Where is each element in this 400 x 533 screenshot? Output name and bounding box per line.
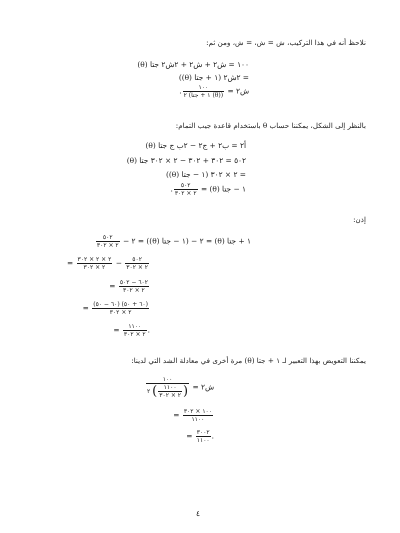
eq4-line1-numerator: ١٠٠ [162, 376, 173, 383]
eq4-line3 [186, 429, 214, 444]
eq2-line3: = ٢ × ٣٠٢ (١ − جتا (θ)) [166, 170, 246, 179]
eq4-line2-denominator: ١١٠٠ [183, 415, 213, 423]
eq1-line3-numerator: ١٠٠ [198, 84, 209, 91]
eq3-line2-fraction-a-denominator: ٢ × ٣٠٢ [77, 263, 113, 271]
eq3-line5-equals: = [113, 325, 120, 335]
eq1-line3-fraction [183, 84, 224, 99]
eq3-line5-denominator: ٢ × ٣٠٢ [123, 331, 146, 338]
eq3-line3-denominator: ٢ × ٣٠٢ [119, 286, 149, 294]
eq4-line3-equals: = [186, 431, 193, 441]
eq3-line3-numerator: ٦٠٢ − ٥٠٢ [119, 279, 148, 286]
eq3-line5 [113, 323, 150, 338]
eq1-line1: ١٠٠ = ش٢ + ش٢ + ٢ش٢ جتا (θ) [137, 60, 249, 69]
eq3-line4-denominator: ٢ × ٣٠٢ [92, 308, 149, 316]
eq2-line2: ٥٠٢ = ٣٠٢ + ٣٠٢ − ٢ × ٣٠٢ جتا (θ) [126, 156, 246, 165]
eq4-line3-numerator: ٣٠٠٢ [196, 429, 210, 436]
eq3-line3-equals: = [109, 281, 116, 291]
eq2-line4-period: . [170, 184, 173, 194]
eq3-line2-fraction-a-numerator: ٢ × ٢ × ٣٠٢ [77, 256, 112, 263]
eq3-line2-fraction-a [77, 256, 113, 271]
eq3-line4 [83, 301, 150, 316]
eq1-line2: = ٢ش٢ (١ + جتا (θ)) [178, 73, 249, 82]
eq3-line5-fraction [123, 323, 147, 338]
eq3-line1-numerator: ٥٠٢ [102, 234, 113, 241]
eq3-line4-equals: = [82, 303, 89, 313]
eq4-line2-equals: = [173, 410, 180, 420]
eq4-line1 [145, 376, 214, 399]
eq2-line4 [170, 182, 246, 197]
eq2-line4-denominator: ٢ × ٣٠٢ [174, 190, 197, 197]
page-number: ٤ [196, 509, 201, 518]
eq2-line1: أ٢ = ب٢ + ج٢ − ٢ب ج جتا (θ) [145, 141, 246, 150]
eq3-line5-period: . [147, 325, 150, 335]
eq4-line1-inner-denominator: ٢ × ٣٠٢ [159, 392, 181, 399]
eq3-line2-fraction-b [125, 256, 149, 271]
subst-intro-text: يمكننا التعويض بهذا التعبير لـ ١ + جتا (θ) مرة أخرى في معادلة الشد التي لدينا: [131, 356, 366, 365]
then-text: إذن: [353, 215, 366, 224]
eq4-line1-lhs: ش٢ = [192, 382, 214, 392]
eq4-line2-numerator: ١٠٠ × ٣٠٢ [183, 408, 212, 415]
eq3-line2-equals: = [66, 258, 74, 268]
cosrule-intro-text: بالنظر إلى الشكل، يمكننا حساب θ باستخدام قاعدة جيب التمام: [175, 121, 366, 130]
eq4-line1-fraction [146, 376, 189, 399]
eq1-line3-period: . [179, 86, 182, 96]
eq3-line1-lhs: ١ + جتا (θ) = ٢ − (١ − جتا (θ)) = ٢ − [123, 236, 251, 246]
eq4-line1-inner-numerator: ١١٠٠ [163, 384, 177, 391]
eq4-line1-denominator [146, 383, 189, 399]
eq4-line3-fraction [196, 429, 211, 444]
eq4-line1-inner-fraction [158, 384, 182, 399]
eq1-line3-denominator: ٢ (١ + جتا (θ)) [183, 92, 224, 99]
eq3-line2 [67, 256, 150, 271]
eq3-line1-fraction [96, 234, 120, 249]
eq2-line4-lhs: ١ − جتا (θ) = [200, 184, 246, 194]
eq3-line1-denominator: ٢ × ٣٠٢ [96, 242, 119, 249]
eq4-line2 [173, 408, 214, 423]
eq3-line2-fraction-b-numerator: ٥٠٢ [132, 256, 142, 263]
eq4-line2-fraction [183, 408, 213, 423]
eq4-line1-open-paren: ( [152, 384, 158, 399]
eq4-line3-period: . [211, 431, 214, 441]
eq4-line1-denominator-factor: ٢ [147, 388, 151, 395]
eq3-line4-fraction [92, 301, 149, 316]
eq2-line4-numerator: ٥٠٢ [180, 182, 191, 189]
intro-text: نلاحظ أنه في هذا التركيب، ش = ش، = ش، ومن ثم: [206, 38, 366, 47]
eq1-line3 [179, 84, 249, 99]
eq1-line3-lhs: ش٢ = [227, 86, 249, 96]
eq3-line2-minus: − [115, 258, 122, 268]
eq3-line2-fraction-b-denominator: ٢ × ٣٠٢ [126, 264, 148, 271]
eq3-line3 [109, 279, 150, 294]
eq3-line1 [95, 234, 251, 249]
eq3-line5-numerator: ١١٠٠ [128, 323, 142, 330]
eq3-line3-fraction [119, 279, 149, 294]
eq3-line4-numerator: (٦٠ − ٥٠) (٦٠ + ٥٠) [93, 301, 148, 308]
eq4-line3-denominator: ١١٠٠ [196, 437, 210, 444]
eq2-line4-fraction [174, 182, 198, 197]
eq4-line1-close-paren: ) [183, 384, 189, 399]
